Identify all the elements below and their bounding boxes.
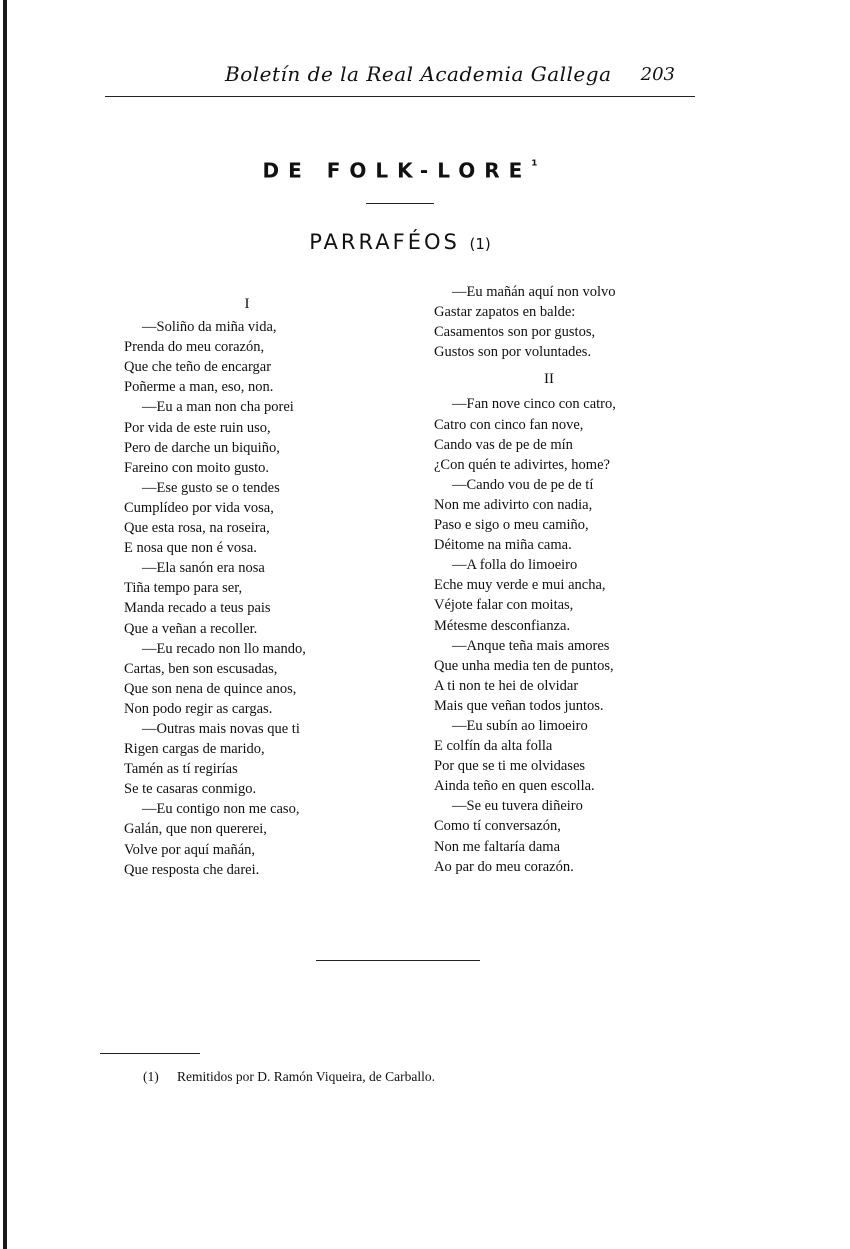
verse-line: Cumplídeo por vida vosa,	[124, 499, 274, 516]
verse-line: Que esta rosa, na roseira,	[124, 520, 270, 537]
verse-line: —Fan nove cinco con catro,	[452, 396, 616, 413]
verse-line: Non me adivirto con nadia,	[434, 496, 593, 513]
verse-line: ¿Con quén te adivirtes, home?	[434, 456, 610, 473]
verse-line: —Eu contigo non me caso,	[142, 801, 300, 818]
footnote-text: Remitidos por D. Ramón Viqueira, de Carballo.	[177, 1069, 436, 1084]
poem-title	[0, 230, 800, 254]
verse-line: —Eu a man non cha porei	[142, 399, 294, 416]
verse-line: A ti non te hei de olvidar	[434, 677, 579, 694]
verse-line: Rigen cargas de marido,	[124, 741, 265, 758]
verse-line: Que che teño de encargar	[124, 359, 272, 376]
verse-line: E colfín da alta folla	[434, 738, 553, 755]
end-divider	[316, 960, 480, 961]
verse-line: —Eu subín ao limoeiro	[452, 717, 588, 734]
verse-line: Cando vas de pe de mín	[434, 436, 573, 453]
verse-line: Ao par do meu corazón.	[434, 858, 574, 875]
verse-line: —Ese gusto se o tendes	[142, 479, 280, 496]
poem-title-text: PARRAFÉOS	[309, 230, 460, 254]
verse-line: Que unha media ten de puntos,	[434, 657, 614, 674]
page-number: 203	[640, 64, 675, 85]
verse-line: Que resposta che darei.	[124, 861, 260, 878]
footnote-reference: (1)	[469, 235, 491, 253]
verse-line: Véjote falar con moitas,	[434, 597, 574, 614]
page-binding-edge	[3, 0, 7, 1249]
verse-line: Tamén as tí regirías	[124, 761, 238, 778]
verse-line: —Anque teña mais amores	[452, 637, 610, 654]
verse-line: Casamentos son por gustos,	[434, 324, 596, 341]
verse-line: —Eu mañán aquí non volvo	[452, 284, 616, 300]
verse-line: —Ela sanón era nosa	[142, 560, 265, 577]
verse-line: Que son nena de quince anos,	[124, 680, 297, 697]
part-number: I	[244, 296, 250, 312]
footnote-divider	[100, 1053, 200, 1054]
verse-line: Como tí conversazón,	[434, 818, 561, 835]
verse-line: Gastar zapatos en balde:	[434, 304, 576, 321]
verse-line: Catro con cinco fan nove,	[434, 416, 584, 433]
verse-line: —Outras mais novas que ti	[142, 720, 300, 737]
verse-line: Métesme desconfianza.	[434, 617, 571, 634]
part-number: II	[544, 371, 554, 388]
left-column	[124, 294, 374, 880]
running-title: Boletín de la Real Academia Gallega	[225, 62, 612, 86]
verse-line: Manda recado a teus pais	[124, 600, 271, 617]
title-divider	[366, 203, 434, 204]
section-title-mark: ¹	[531, 158, 538, 174]
verse-line: Por vida de este ruin uso,	[124, 419, 271, 436]
verse-line: Por que se ti me olvidases	[434, 758, 586, 775]
verse-line: —A folla do limoeiro	[452, 557, 578, 574]
verse-line: Volve por aquí mañán,	[124, 841, 256, 858]
section-title	[0, 158, 800, 183]
right-column	[434, 282, 694, 877]
verse-line: Poñerme a man, eso, non.	[124, 379, 274, 396]
verse-line: Se te casaras conmigo.	[124, 781, 257, 798]
verse-line: Mais que veñan todos juntos.	[434, 697, 604, 714]
verse-line: Cartas, ben son escusadas,	[124, 660, 278, 677]
verse-line: —Se eu tuvera diñeiro	[452, 798, 583, 815]
running-header	[105, 62, 695, 97]
verse-line: Fareino con moito gusto.	[124, 459, 269, 476]
footnote	[143, 1069, 435, 1085]
verse-line: Non me faltaría dama	[434, 838, 561, 855]
verse-line: Gustos son por voluntades.	[434, 344, 592, 361]
verse-line: E nosa que non é vosa.	[124, 540, 257, 557]
verse-line: —Cando vou de pe de tí	[452, 476, 594, 493]
verse-line: Que a veñan a recoller.	[124, 620, 258, 637]
section-title-text: DE FOLK-LORE	[262, 158, 532, 183]
verse-line: Pero de darche un biquiño,	[124, 439, 280, 456]
verse-line: Ainda teño en quen escolla.	[434, 778, 595, 795]
verse-line: Tiña tempo para ser,	[124, 580, 243, 597]
verse-line: Prenda do meu corazón,	[124, 339, 265, 356]
verse-line: Galán, que non quererei,	[124, 821, 267, 838]
verse-line: Paso e sigo o meu camiño,	[434, 517, 589, 534]
verse-line: Déitome na miña cama.	[434, 537, 572, 554]
footnote-marker: (1)	[143, 1069, 159, 1084]
verse-line: —Soliño da miña vida,	[142, 319, 277, 336]
verse-line: Eche muy verde e mui ancha,	[434, 577, 606, 594]
verse-line: —Eu recado non llo mando,	[142, 640, 306, 657]
verse-line: Non podo regir as cargas.	[124, 700, 273, 717]
